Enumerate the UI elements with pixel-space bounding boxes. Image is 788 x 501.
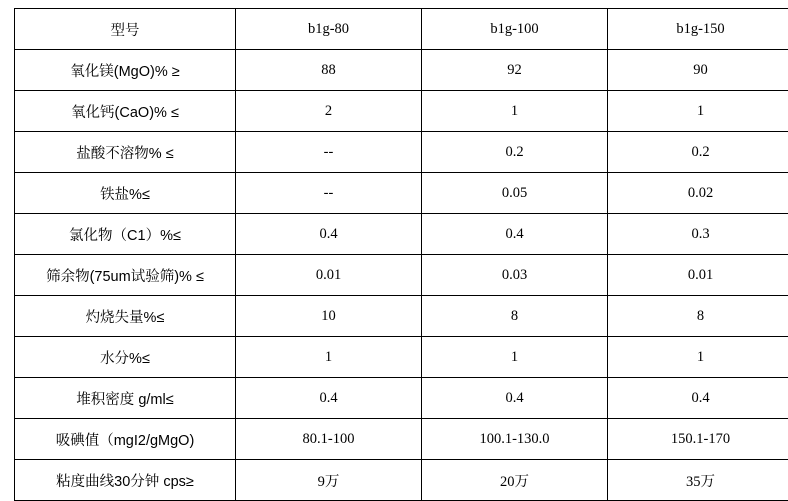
row-label: 水分%≤ <box>15 337 236 378</box>
row-value: 1 <box>236 337 422 378</box>
table-row <box>15 214 788 255</box>
row-label: 氯化物（C1）%≤ <box>15 214 236 255</box>
row-value: 0.4 <box>422 378 608 419</box>
column-header-b1g-150: b1g-150 <box>608 9 788 50</box>
column-header-b1g-100: b1g-100 <box>422 9 608 50</box>
column-header-b1g-80: b1g-80 <box>236 9 422 50</box>
specification-table <box>14 8 788 501</box>
table-row <box>15 378 788 419</box>
row-label: 堆积密度 g/ml≤ <box>15 378 236 419</box>
table-row <box>15 132 788 173</box>
row-value: 1 <box>608 337 788 378</box>
row-value: 0.05 <box>422 173 608 214</box>
row-value: 0.02 <box>608 173 788 214</box>
row-value: 92 <box>422 50 608 91</box>
row-label: 铁盐%≤ <box>15 173 236 214</box>
table-row <box>15 91 788 132</box>
table-row <box>15 460 788 501</box>
row-value: 0.4 <box>236 378 422 419</box>
row-value: 100.1-130.0 <box>422 419 608 460</box>
specification-table-container <box>14 8 774 501</box>
row-value: 1 <box>422 91 608 132</box>
row-label: 氧化钙(CaO)% ≤ <box>15 91 236 132</box>
row-value: 8 <box>608 296 788 337</box>
table-header-row <box>15 9 788 50</box>
table-body <box>15 9 788 501</box>
row-label: 氧化镁(MgO)% ≥ <box>15 50 236 91</box>
row-value: 90 <box>608 50 788 91</box>
row-value: 150.1-170 <box>608 419 788 460</box>
table-row <box>15 255 788 296</box>
table-row <box>15 296 788 337</box>
table-row <box>15 173 788 214</box>
row-value: 0.03 <box>422 255 608 296</box>
row-value: 0.3 <box>608 214 788 255</box>
row-value: 0.2 <box>422 132 608 173</box>
row-value: 0.4 <box>608 378 788 419</box>
row-label: 筛余物(75um试验筛)% ≤ <box>15 255 236 296</box>
row-label: 粘度曲线30分钟 cps≥ <box>15 460 236 501</box>
row-value: 80.1-100 <box>236 419 422 460</box>
row-label: 灼烧失量%≤ <box>15 296 236 337</box>
row-value: 0.01 <box>608 255 788 296</box>
row-value: 10 <box>236 296 422 337</box>
row-value: 2 <box>236 91 422 132</box>
row-value: 1 <box>422 337 608 378</box>
row-value: 35万 <box>608 460 788 501</box>
row-value: 1 <box>608 91 788 132</box>
row-value: 88 <box>236 50 422 91</box>
row-label: 吸碘值（mgI2/gMgO) <box>15 419 236 460</box>
row-value: 8 <box>422 296 608 337</box>
table-row <box>15 50 788 91</box>
row-value: -- <box>236 132 422 173</box>
row-value: 0.4 <box>422 214 608 255</box>
row-value: -- <box>236 173 422 214</box>
row-value: 0.2 <box>608 132 788 173</box>
row-label: 盐酸不溶物% ≤ <box>15 132 236 173</box>
table-row <box>15 419 788 460</box>
row-value: 20万 <box>422 460 608 501</box>
row-value: 0.01 <box>236 255 422 296</box>
row-value: 0.4 <box>236 214 422 255</box>
row-value: 9万 <box>236 460 422 501</box>
column-header-model: 型号 <box>15 9 236 50</box>
table-row <box>15 337 788 378</box>
